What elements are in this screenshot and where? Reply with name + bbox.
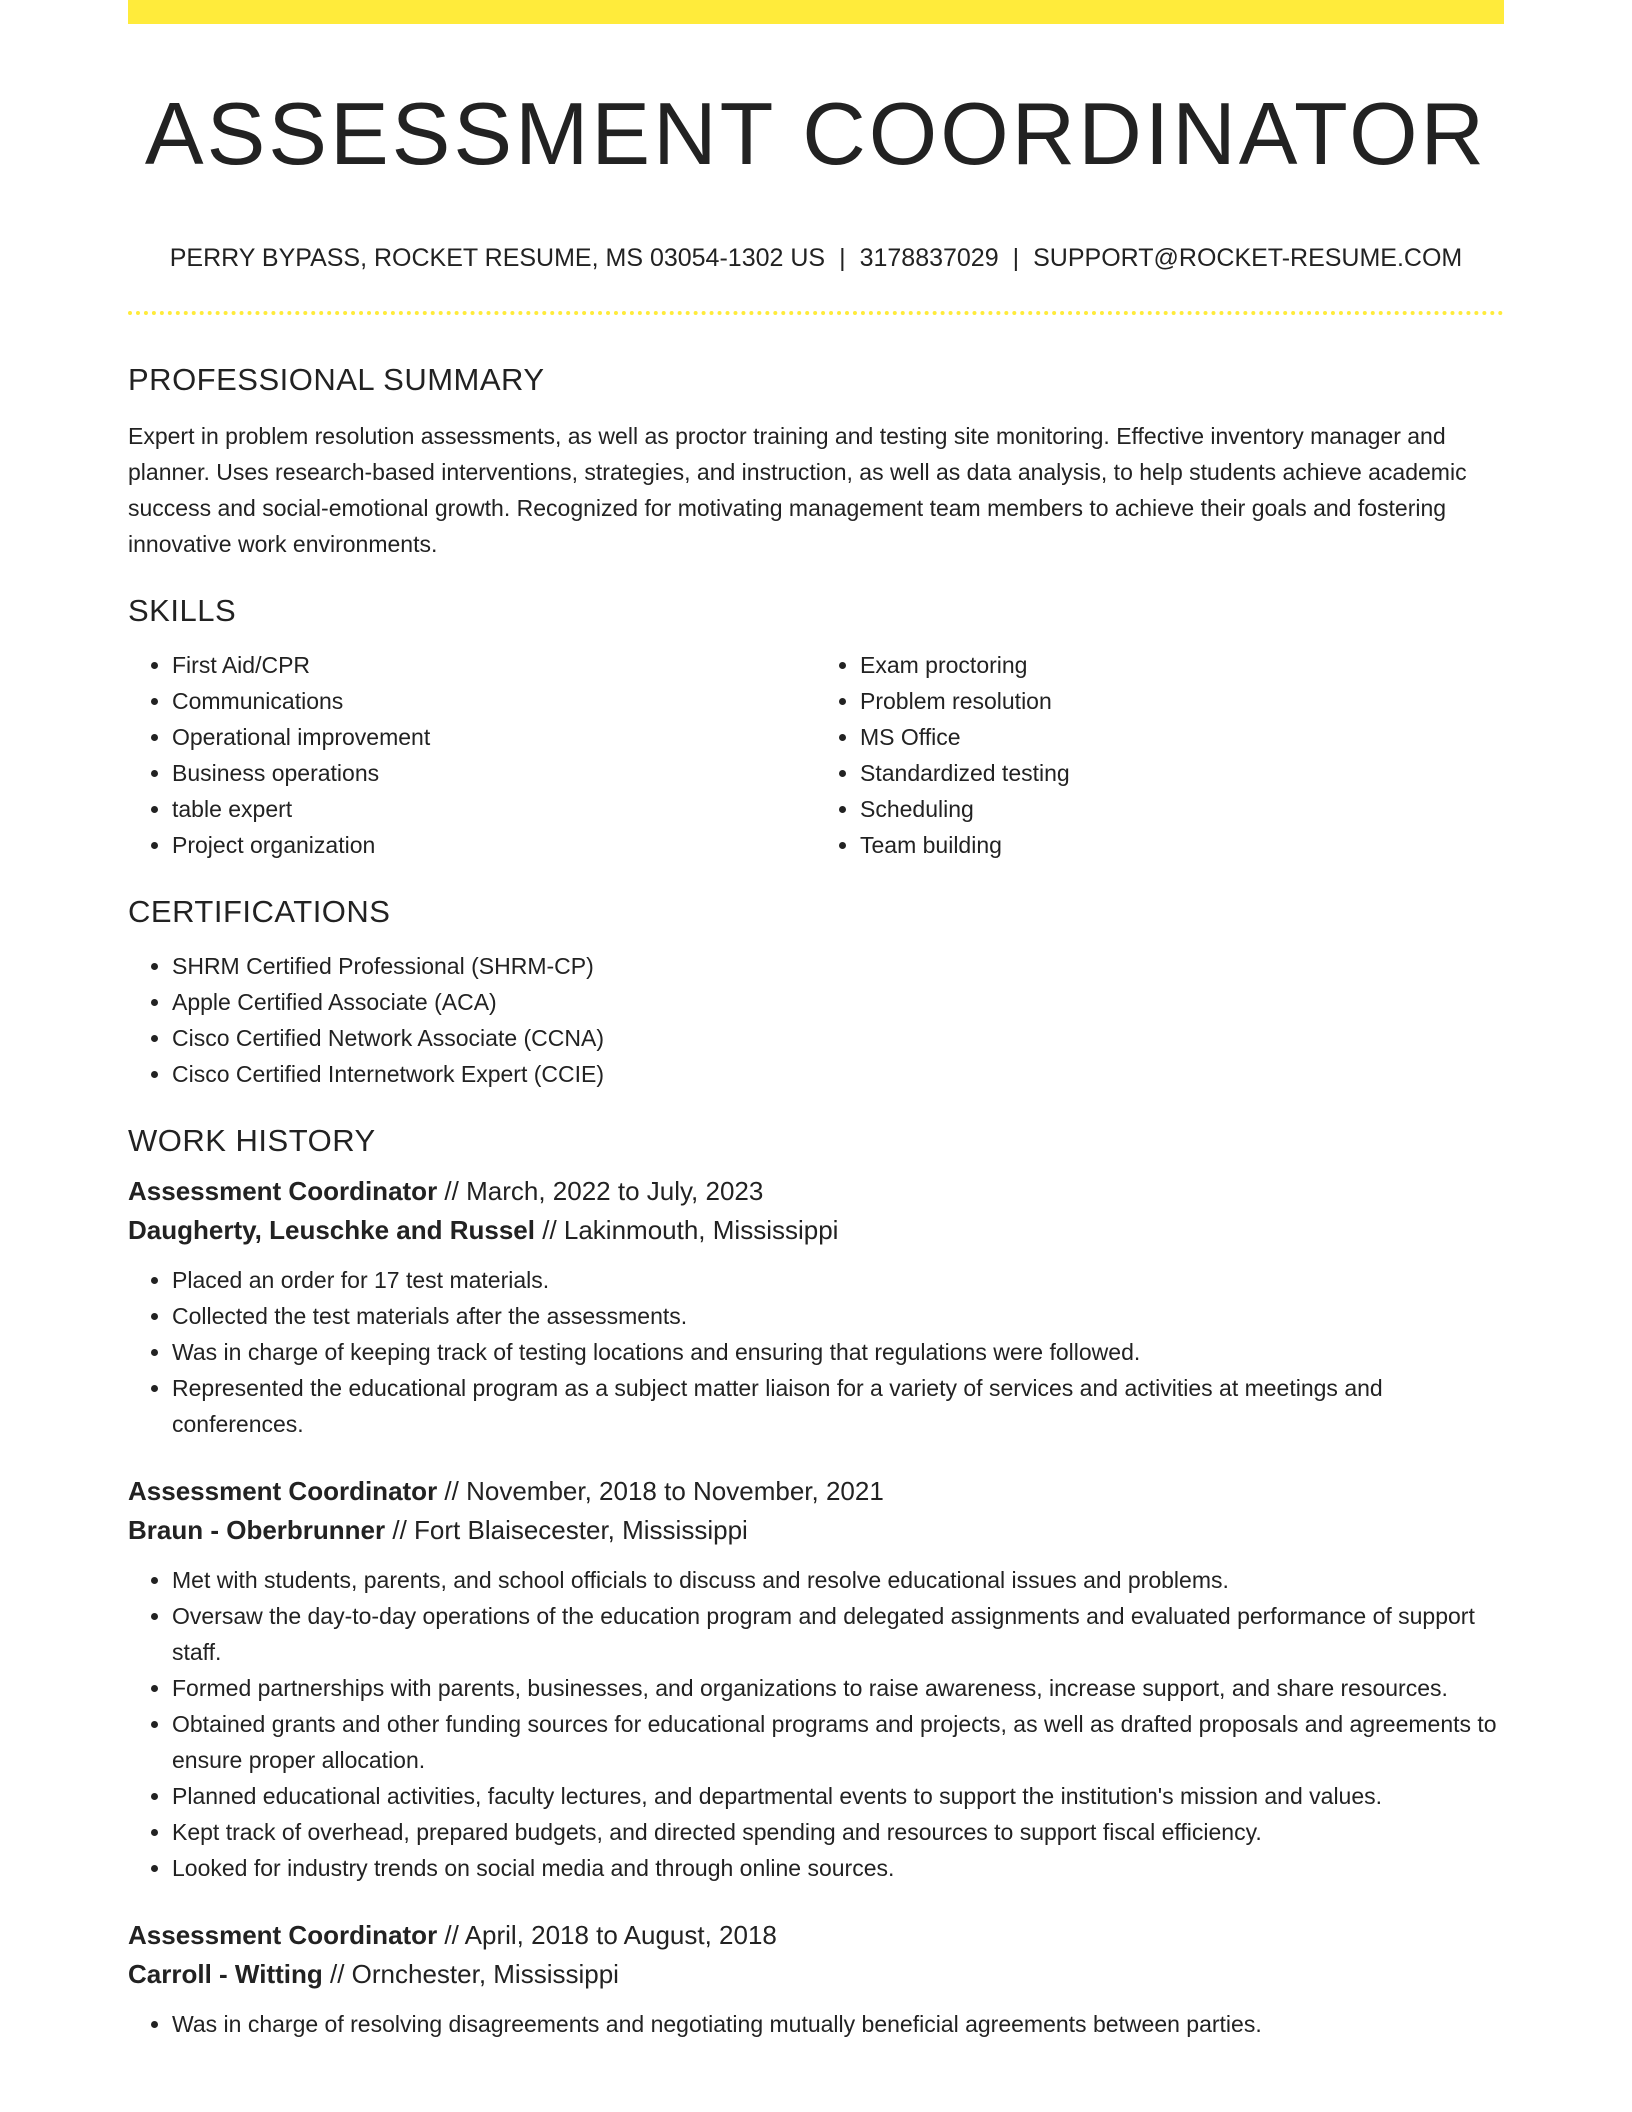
skills-column-2 <box>816 647 1504 863</box>
certification-item: • Apple Certified Associate (ACA) <box>172 984 1504 1020</box>
certification-item: • SHRM Certified Professional (SHRM-CP) <box>172 948 1504 984</box>
job-bullet: • Placed an order for 17 test materials. <box>172 1262 1504 1298</box>
job-title-line <box>128 1916 1504 1955</box>
skill-item: • Team building <box>860 827 1504 863</box>
skills-heading: SKILLS <box>128 592 237 628</box>
job-entry <box>128 1916 1504 2042</box>
job-role: Assessment Coordinator <box>128 1475 438 1506</box>
job-entry <box>128 1172 1504 1442</box>
certifications-heading: CERTIFICATIONS <box>128 894 391 930</box>
job-dates: // November, 2018 to November, 2021 <box>444 1475 884 1506</box>
job-bullets <box>128 1262 1504 1442</box>
certification-item: • Cisco Certified Network Associate (CCNA) <box>172 1020 1504 1056</box>
contact-phone: 3178837029 <box>859 243 999 272</box>
job-location: // Fort Blaisecester, Mississippi <box>392 1514 748 1545</box>
job-company: Braun - Oberbrunner <box>128 1514 386 1545</box>
job-company-line <box>128 1955 1504 1994</box>
summary-text: Expert in problem resolution assessments, as well as proctor training and testing site monitoring. Effective inventory manager and planner. Uses research-based interventions, strategies, and instruction, as well as data analysis, to help students achieve academic success and social-emotional growth. Recognized for motivating management team members to achieve their goals and fostering innovative work environments. <box>128 422 1467 557</box>
job-dates: // March, 2022 to July, 2023 <box>444 1175 764 1206</box>
certifications-list <box>128 948 1504 1092</box>
job-bullets <box>128 1562 1504 1886</box>
job-role: Assessment Coordinator <box>128 1175 438 1206</box>
skills-list <box>128 647 1504 863</box>
contact-separator: | <box>839 243 846 272</box>
job-dates: // April, 2018 to August, 2018 <box>444 1919 777 1950</box>
job-bullet: • Met with students, parents, and school officials to discuss and resolve educational issues and problems. <box>172 1562 1504 1598</box>
skill-item: • Standardized testing <box>860 755 1504 791</box>
job-bullet: • Looked for industry trends on social media and through online sources. <box>172 1850 1504 1886</box>
contact-separator: | <box>1012 243 1020 272</box>
accent-bar <box>128 0 1504 24</box>
job-bullet: • Obtained grants and other funding sources for educational programs and projects, as well as drafted proposals and agreements to ensure proper allocation. <box>172 1706 1504 1778</box>
skill-item: • Communications <box>172 683 816 719</box>
job-bullet: • Collected the test materials after the assessments. <box>172 1298 1504 1334</box>
job-bullet: • Was in charge of resolving disagreements and negotiating mutually beneficial agreements between parties. <box>172 2006 1504 2042</box>
job-location: // Lakinmouth, Mississippi <box>542 1214 839 1245</box>
job-bullet: • Was in charge of keeping track of testing locations and ensuring that regulations were followed. <box>172 1334 1504 1370</box>
resume-name: ASSESSMENT COORDINATOR <box>144 84 1488 183</box>
resume-page <box>128 0 1504 2042</box>
job-bullet: • Formed partnerships with parents, businesses, and organizations to raise awareness, increase support, and share resources. <box>172 1670 1504 1706</box>
contact-email: SUPPORT@ROCKET-RESUME.COM <box>1033 243 1463 272</box>
job-company-line <box>128 1211 1504 1250</box>
job-bullet: • Planned educational activities, faculty lectures, and departmental events to support the institution's mission and values. <box>172 1778 1504 1814</box>
certification-item: • Cisco Certified Internetwork Expert (CCIE) <box>172 1056 1504 1092</box>
job-location: // Ornchester, Mississippi <box>329 1958 619 1989</box>
contact-line <box>128 243 1504 273</box>
job-entry <box>128 1472 1504 1886</box>
summary-heading: PROFESSIONAL SUMMARY <box>128 361 545 397</box>
job-company: Carroll - Witting <box>128 1958 323 1989</box>
skill-item: • Problem resolution <box>860 683 1504 719</box>
skills-column-1 <box>128 647 816 863</box>
skill-item: • MS Office <box>860 719 1504 755</box>
skill-item: • Exam proctoring <box>860 647 1504 683</box>
skill-item: • Project organization <box>172 827 816 863</box>
job-company-line <box>128 1511 1504 1550</box>
job-bullet: • Represented the educational program as a subject matter liaison for a variety of services and activities at meetings and conferences. <box>172 1370 1504 1442</box>
skill-item: • table expert <box>172 791 816 827</box>
skill-item: • Business operations <box>172 755 816 791</box>
job-bullet: • Oversaw the day-to-day operations of the education program and delegated assignments and evaluated performance of support staff. <box>172 1598 1504 1670</box>
contact-address: PERRY BYPASS, ROCKET RESUME, MS 03054-1302 US <box>169 243 826 272</box>
job-title-line <box>128 1472 1504 1511</box>
work-history-heading: WORK HISTORY <box>128 1123 376 1159</box>
dotted-divider <box>128 311 1504 315</box>
skill-item: • Scheduling <box>860 791 1504 827</box>
job-company: Daugherty, Leuschke and Russel <box>128 1214 535 1245</box>
job-bullets <box>128 2006 1504 2042</box>
job-title-line <box>128 1172 1504 1211</box>
skill-item: • First Aid/CPR <box>172 647 816 683</box>
skill-item: • Operational improvement <box>172 719 816 755</box>
job-bullet: • Kept track of overhead, prepared budgets, and directed spending and resources to support fiscal efficiency. <box>172 1814 1504 1850</box>
job-role: Assessment Coordinator <box>128 1919 438 1950</box>
